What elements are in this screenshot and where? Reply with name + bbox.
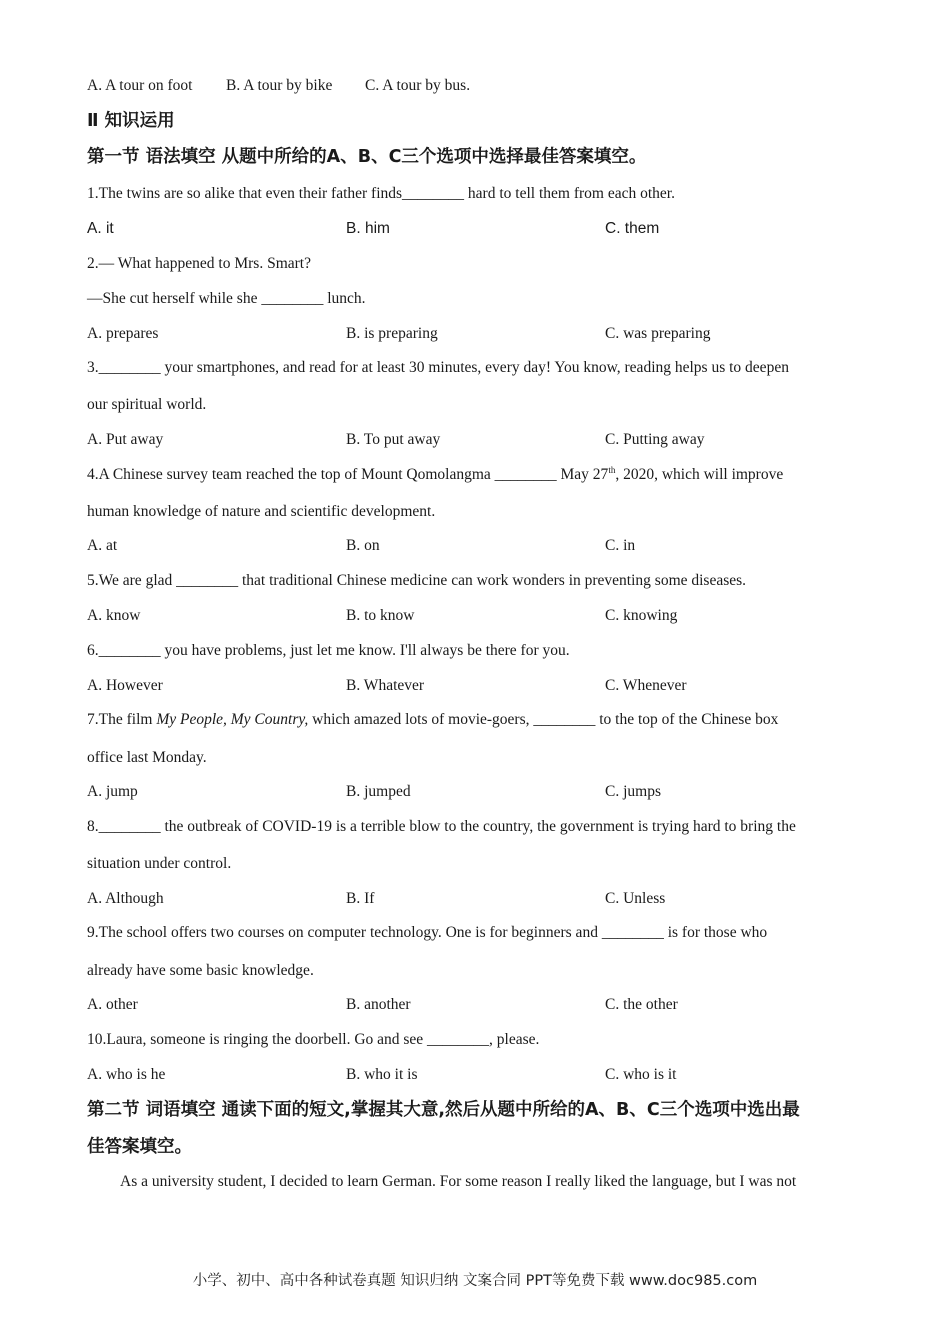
q3-option-b: B. To put away xyxy=(346,431,441,448)
q1-option-c: C. them xyxy=(605,220,660,237)
option-c: C. A tour by bus. xyxy=(365,77,471,94)
q5-option-a: A. know xyxy=(87,607,141,624)
q10-option-a: A. who is he xyxy=(87,1066,166,1083)
q1-option-a: A. it xyxy=(87,220,114,237)
part-heading: Ⅱ 知识运用 xyxy=(87,111,175,131)
page-footer: 小学、初中、高中各种试卷真题 知识归纳 文案合同 PPT等免费下载 www.doc985.com xyxy=(192,1273,758,1289)
q2-option-c: C. was preparing xyxy=(605,325,711,342)
q9-option-b: B. another xyxy=(346,996,411,1013)
q7-stem-pre: 7.The film xyxy=(87,711,157,728)
question-6-stem: 6.________ you have problems, just let me know. I'll always be there for you. xyxy=(87,642,570,659)
q4-stem-sup: th xyxy=(608,464,616,475)
q7-film-title: My People, My Country, xyxy=(156,711,309,728)
q7-option-b: B. jumped xyxy=(346,783,411,800)
passage-first-line: As a university student, I decided to learn German. For some reason I really liked the language, but I was not xyxy=(120,1173,797,1190)
section2-heading: 第二节 词语填空 通读下面的短文,掌握其大意,然后从题中所给的A、B、C三个选项中选出最 xyxy=(87,1100,800,1120)
question-7-stem-line2: office last Monday. xyxy=(87,749,207,766)
q2-option-b: B. is preparing xyxy=(346,325,438,342)
q4-option-c: C. in xyxy=(605,537,636,554)
q4-option-a: A. at xyxy=(87,537,118,554)
q1-option-b: B. him xyxy=(346,220,390,237)
question-8-stem-line2: situation under control. xyxy=(87,855,232,872)
question-5-stem: 5.We are glad ________ that traditional Chinese medicine can work wonders in preventing some diseases. xyxy=(87,572,747,589)
question-4-stem-line2: human knowledge of nature and scientific development. xyxy=(87,503,436,520)
q10-option-b: B. who it is xyxy=(346,1066,418,1083)
q4-stem-pre: 4.A Chinese survey team reached the top of Mount Qomolangma ________ May 27 xyxy=(87,466,609,483)
option-a: A. A tour on foot xyxy=(87,77,193,94)
q3-option-c: C. Putting away xyxy=(605,431,705,448)
q2-option-a: A. prepares xyxy=(87,325,159,342)
question-3-stem: 3.________ your smartphones, and read for at least 30 minutes, every day! You know, reading helps us to deepen xyxy=(87,359,789,376)
q6-option-a: A. However xyxy=(87,677,163,694)
q7-option-a: A. jump xyxy=(87,783,138,800)
q10-option-c: C. who is it xyxy=(605,1066,677,1083)
question-10-stem: 10.Laura, someone is ringing the doorbell. Go and see ________, please. xyxy=(87,1031,540,1048)
question-2-stem-line2: —She cut herself while she ________ lunch. xyxy=(87,290,366,307)
q9-option-a: A. other xyxy=(87,996,138,1013)
question-3-stem-line2: our spiritual world. xyxy=(87,396,207,413)
q8-option-c: C. Unless xyxy=(605,890,666,907)
question-1-stem: 1.The twins are so alike that even their father finds________ hard to tell them from each other. xyxy=(87,185,675,202)
q4-option-b: B. on xyxy=(346,537,380,554)
option-b: B. A tour by bike xyxy=(226,77,333,94)
q5-option-c: C. knowing xyxy=(605,607,678,624)
q9-option-c: C. the other xyxy=(605,996,678,1013)
q8-option-a: A. Although xyxy=(87,890,164,907)
question-4-stem xyxy=(87,465,783,485)
q6-option-b: B. Whatever xyxy=(346,677,425,694)
question-9-stem: 9.The school offers two courses on computer technology. One is for beginners and ________ is for those who xyxy=(87,924,768,941)
section2-heading-line2: 佳答案填空。 xyxy=(87,1137,192,1157)
q3-option-a: A. Put away xyxy=(87,431,164,448)
section1-heading: 第一节 语法填空 从题中所给的A、B、C三个选项中选择最佳答案填空。 xyxy=(87,147,647,167)
question-7-stem xyxy=(87,710,778,730)
question-9-stem-line2: already have some basic knowledge. xyxy=(87,962,314,979)
question-8-stem: 8.________ the outbreak of COVID-19 is a terrible blow to the country, the government is trying hard to bring the xyxy=(87,818,796,835)
q5-option-b: B. to know xyxy=(346,607,415,624)
q4-stem-post: , 2020, which will improve xyxy=(615,466,784,483)
q8-option-b: B. If xyxy=(346,890,375,907)
q7-option-c: C. jumps xyxy=(605,783,661,800)
question-2-stem: 2.— What happened to Mrs. Smart? xyxy=(87,255,311,272)
q7-stem-post: which amazed lots of movie-goers, ________ to the top of the Chinese box xyxy=(308,711,779,728)
q6-option-c: C. Whenever xyxy=(605,677,687,694)
